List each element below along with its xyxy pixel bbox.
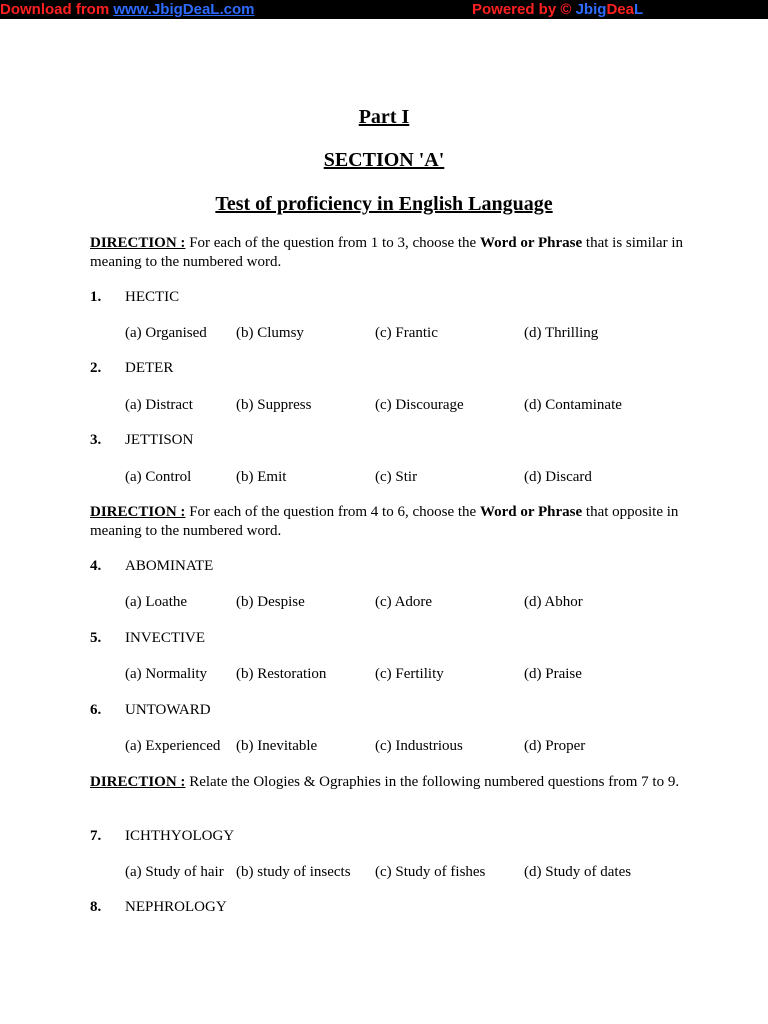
brand-part-c: L xyxy=(633,1,644,18)
banner-left xyxy=(0,0,254,19)
direction-label: DIRECTION : xyxy=(90,235,186,251)
question-number: 4. xyxy=(90,558,102,574)
option-b: (b) Suppress xyxy=(236,397,312,413)
direction-label: DIRECTION : xyxy=(90,504,186,520)
option-a: (a) Control xyxy=(125,469,192,485)
option-d: (d) Study of dates xyxy=(524,864,632,880)
question-word: UNTOWARD xyxy=(125,702,211,718)
option-c: (c) Frantic xyxy=(375,325,438,341)
option-c: (c) Industrious xyxy=(375,738,463,754)
option-a: (a) Organised xyxy=(125,325,207,341)
direction-3 xyxy=(90,773,690,792)
test-heading: Test of proficiency in English Language xyxy=(215,193,553,215)
question-number: 7. xyxy=(90,828,102,844)
direction-bold: Word or Phrase xyxy=(479,504,583,520)
option-a: (a) Distract xyxy=(125,397,193,413)
question-word: HECTIC xyxy=(125,289,180,305)
powered-prefix: Powered by © xyxy=(472,1,576,18)
direction-text: Relate the Ologies & Ographies in the following numbered questions from 7 to 9. xyxy=(185,774,680,790)
option-b: (b) Inevitable xyxy=(236,738,318,754)
question-number: 6. xyxy=(90,702,102,718)
option-d: (d) Discard xyxy=(524,469,592,485)
option-b: (b) Emit xyxy=(236,469,287,485)
option-d: (d) Contaminate xyxy=(524,397,622,413)
direction-text-end: that is similar in meaning to the numbered word. xyxy=(90,235,683,270)
question-word: ICHTHYOLOGY xyxy=(125,828,235,844)
direction-text: For each of the question from 1 to 3, choose the xyxy=(185,235,480,251)
question-word: DETER xyxy=(125,360,174,376)
question-number: 3. xyxy=(90,432,102,448)
option-c: (c) Adore xyxy=(375,594,433,610)
option-c: (c) Fertility xyxy=(375,666,444,682)
download-link[interactable]: www.JbigDeaL.com xyxy=(113,1,255,18)
direction-2 xyxy=(90,503,690,541)
section-heading: SECTION 'A' xyxy=(323,149,445,171)
download-banner xyxy=(0,0,768,19)
option-a: (a) Loathe xyxy=(125,594,188,610)
option-d: (d) Praise xyxy=(524,666,582,682)
brand-part-b: Dea xyxy=(606,1,634,18)
option-a: (a) Study of hair xyxy=(125,864,224,880)
question-number: 8. xyxy=(90,899,102,915)
option-d: (d) Thrilling xyxy=(524,325,599,341)
direction-text: For each of the question from 4 to 6, choose the xyxy=(185,504,480,520)
option-c: (c) Discourage xyxy=(375,397,464,413)
option-a: (a) Normality xyxy=(125,666,208,682)
direction-bold: Word or Phrase xyxy=(479,235,583,251)
question-number: 1. xyxy=(90,289,102,305)
option-b: (b) Restoration xyxy=(236,666,327,682)
option-a: (a) Experienced xyxy=(125,738,221,754)
option-d: (d) Abhor xyxy=(524,594,583,610)
direction-1 xyxy=(90,234,690,272)
question-number: 5. xyxy=(90,630,102,646)
question-word: ABOMINATE xyxy=(125,558,214,574)
question-word: JETTISON xyxy=(125,432,194,448)
download-prefix: Download from xyxy=(0,1,114,18)
powered-by xyxy=(472,0,643,19)
direction-label: DIRECTION : xyxy=(90,774,186,790)
question-word: NEPHROLOGY xyxy=(125,899,227,915)
option-b: (b) Despise xyxy=(236,594,305,610)
option-c: (c) Study of fishes xyxy=(375,864,486,880)
option-c: (c) Stir xyxy=(375,469,418,485)
part-heading: Part I xyxy=(358,106,410,128)
option-b: (b) study of insects xyxy=(236,864,351,880)
question-number: 2. xyxy=(90,360,102,376)
question-word: INVECTIVE xyxy=(125,630,205,646)
brand-part-a: Jbig xyxy=(575,1,607,18)
option-d: (d) Proper xyxy=(524,738,586,754)
option-b: (b) Clumsy xyxy=(236,325,304,341)
direction-text-end: that opposite in meaning to the numbered word. xyxy=(90,504,679,539)
